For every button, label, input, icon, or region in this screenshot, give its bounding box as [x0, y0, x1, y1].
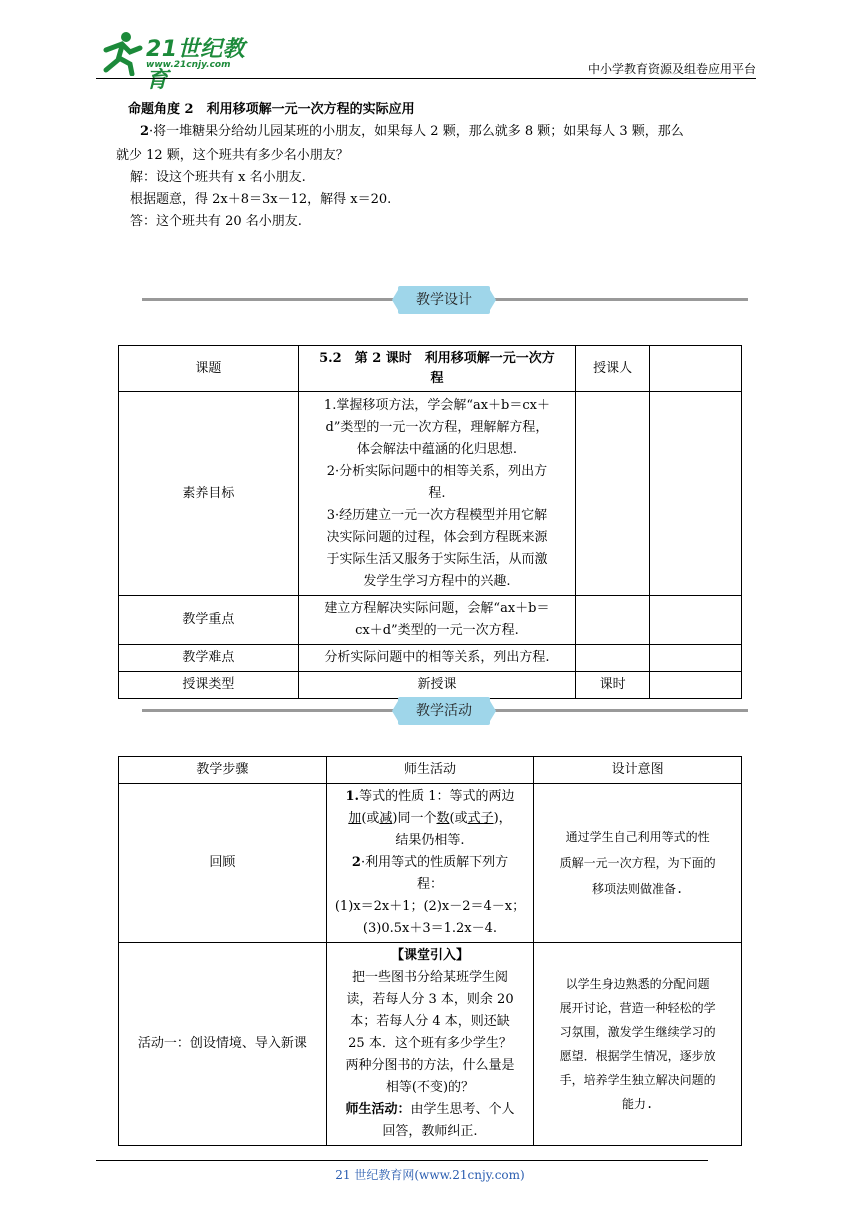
key-line-2: cx＋d”类型的一元一次方程.: [355, 623, 519, 638]
review-line: 结果仍相等.: [395, 833, 465, 848]
topic-title-line-1: 5.2 第 2 课时 利用移项解一元一次方: [319, 350, 555, 366]
intent-line: 愿望．根据学生情况，逐步放: [559, 1049, 716, 1063]
goals-content: [298, 392, 576, 596]
review-activity: [326, 784, 534, 943]
empty-cell: [576, 392, 650, 596]
activity-line: 两种分图书的方法，什么量是: [345, 1058, 515, 1073]
activity-line: 本；若每人分 4 本，则还缺: [350, 1014, 510, 1029]
row-activity-1: [119, 943, 742, 1146]
question-line-2: 就少 12 颗，这个班共有多少名小朋友？: [116, 148, 349, 163]
review-line: (3)0.5x＋3＝1.2x－4.: [362, 921, 498, 936]
solution-line-1: 解：设这个班共有 x 名小朋友.: [130, 170, 306, 185]
topic-title-line-2: 程: [430, 370, 444, 386]
review-text: )，: [493, 811, 512, 826]
review-line: (1)x＝2x＋1；(2)x－2＝4－x；: [334, 899, 526, 914]
site-logo: [96, 30, 266, 93]
class-type-value: 新授课: [298, 672, 576, 699]
goal-line: 于实际生活又服务于实际生活，从而激: [326, 551, 548, 567]
empty-cell: [650, 596, 742, 645]
goal-line: 程.: [428, 485, 446, 501]
banner-teaching-design: [398, 286, 490, 314]
blank-answer: 数: [436, 811, 450, 826]
empty-cell: [650, 645, 742, 672]
row-topic: [119, 346, 742, 392]
header-activities: 师生活动: [326, 757, 534, 784]
row-difficulty: [119, 645, 742, 672]
label-class-type: 授课类型: [119, 672, 299, 699]
intent-line: 手，培养学生独立解决问题的: [559, 1073, 716, 1087]
row-key-points: [119, 596, 742, 645]
intent-line: 移项法则做准备.: [592, 882, 684, 896]
banner-label: 教学活动: [416, 703, 472, 719]
goal-line: d”类型的一元一次方程，理解解方程，: [325, 419, 549, 435]
intent-line: 质解一元一次方程，为下面的: [559, 856, 716, 870]
logo-url: www.21cnjy.com: [146, 60, 231, 70]
difficulty-content: 分析实际问题中的相等关系，列出方程.: [298, 645, 576, 672]
design-table: [118, 345, 742, 699]
footer-link[interactable]: 21 世纪教育网(www.21cnjy.com): [335, 1168, 525, 1182]
platform-name: 中小学教育资源及组卷应用平台: [587, 62, 756, 76]
review-text: (或: [361, 811, 380, 826]
review-intent: [534, 784, 742, 943]
header-intent: 设计意图: [534, 757, 742, 784]
empty-cell: [650, 392, 742, 596]
review-text: (或: [449, 811, 468, 826]
logo-text: 21世纪教育: [146, 37, 246, 93]
empty-cell: [576, 645, 650, 672]
banner-teaching-activity: [398, 697, 490, 725]
label-topic: 课题: [119, 346, 299, 392]
question-text-1: ·将一堆糖果分给幼儿园某班的小朋友，如果每人 2 颗，那么就多 8 颗；如果每人 3 颗，那么: [149, 124, 684, 139]
key-points-content: [298, 596, 576, 645]
row-class-type: [119, 672, 742, 699]
review-line: 程：: [416, 877, 443, 892]
review-line: [331, 808, 530, 830]
label-key-points: 教学重点: [119, 596, 299, 645]
blank-answer: 式子: [467, 811, 494, 826]
row-review: [119, 784, 742, 943]
goal-line: 决实际问题的过程，体会到方程既来源: [326, 529, 548, 545]
row-goals: [119, 392, 742, 596]
activity-line: 读，若每人分 3 本，则余 20: [346, 992, 514, 1007]
label-hours: 课时: [576, 672, 650, 699]
blank-answer: 减: [379, 811, 393, 826]
activity-line: 回答，教师纠正.: [382, 1124, 478, 1139]
section-heading: 命题角度 2 利用移项解一元一次方程的实际应用: [128, 102, 415, 117]
solution-line-2: 根据题意，得 2x＋8＝3x－12，解得 x＝20.: [130, 192, 392, 207]
activity-line: 25 本．这个班有多少学生？: [348, 1036, 512, 1051]
activity-line: 把一些图书分给某班学生阅: [351, 970, 508, 985]
step-review: 回顾: [119, 784, 327, 943]
goal-line: 1.掌握移项方法，学会解“ax＋b＝cx＋: [323, 397, 550, 413]
teacher-student-label: 师生活动：: [345, 1102, 411, 1117]
empty-cell: [576, 596, 650, 645]
label-goals: 素养目标: [119, 392, 299, 596]
label-difficulty: 教学难点: [119, 645, 299, 672]
banner-label: 教学设计: [416, 292, 472, 308]
activity-line: [331, 1099, 530, 1121]
activity-1-intent: [534, 943, 742, 1146]
goal-line: 发学生学习方程中的兴趣.: [363, 573, 511, 589]
solution-line-3: 答：这个班共有 20 名小朋友.: [130, 214, 302, 229]
hours-value: [650, 672, 742, 699]
activity-text: 由学生思考、个人: [410, 1102, 515, 1117]
review-line: [331, 852, 530, 874]
runner-logo-icon: [96, 30, 144, 76]
activity-subhead: 【课堂引入】: [390, 948, 469, 963]
activity-1-content: [326, 943, 534, 1146]
review-text: ·利用等式的性质解下列方: [360, 855, 509, 870]
header-rule: [96, 78, 756, 79]
intent-line: 习氛围，激发学生继续学习的: [559, 1025, 716, 1039]
goal-line: 2·分析实际问题中的相等关系，列出方: [326, 463, 548, 479]
review-text: 等式的性质 1：等式的两边: [359, 789, 515, 804]
intent-line: 通过学生自己利用等式的性: [565, 830, 710, 844]
teacher-value: [650, 346, 742, 392]
item-number: 1.: [345, 789, 360, 804]
intent-line: 以学生身边熟悉的分配问题: [565, 977, 710, 991]
question-number: 2: [140, 124, 150, 139]
review-text: )同一个: [392, 811, 437, 826]
activity-table: [118, 756, 742, 1146]
goal-line: 3·经历建立一元一次方程模型并用它解: [326, 507, 548, 523]
key-line-1: 建立方程解决实际问题，会解“ax＋b＝: [324, 601, 550, 616]
activity-header-row: [119, 757, 742, 784]
header-steps: 教学步骤: [119, 757, 327, 784]
activity-line: 相等(不变)的？: [385, 1080, 475, 1095]
intent-line: 能力.: [622, 1097, 654, 1111]
footer-rule: [96, 1160, 708, 1161]
review-line: [331, 786, 530, 808]
item-number: 2: [351, 855, 361, 870]
question-line-1: [140, 120, 788, 144]
intent-line: 展开讨论，营造一种轻松的学: [559, 1001, 716, 1015]
label-teacher: 授课人: [576, 346, 650, 392]
step-activity-1: 活动一：创设情境、导入新课: [119, 943, 327, 1146]
blank-answer: 加: [348, 811, 362, 826]
topic-title: [298, 346, 576, 392]
goal-line: 体会解法中蕴涵的化归思想.: [356, 441, 518, 457]
